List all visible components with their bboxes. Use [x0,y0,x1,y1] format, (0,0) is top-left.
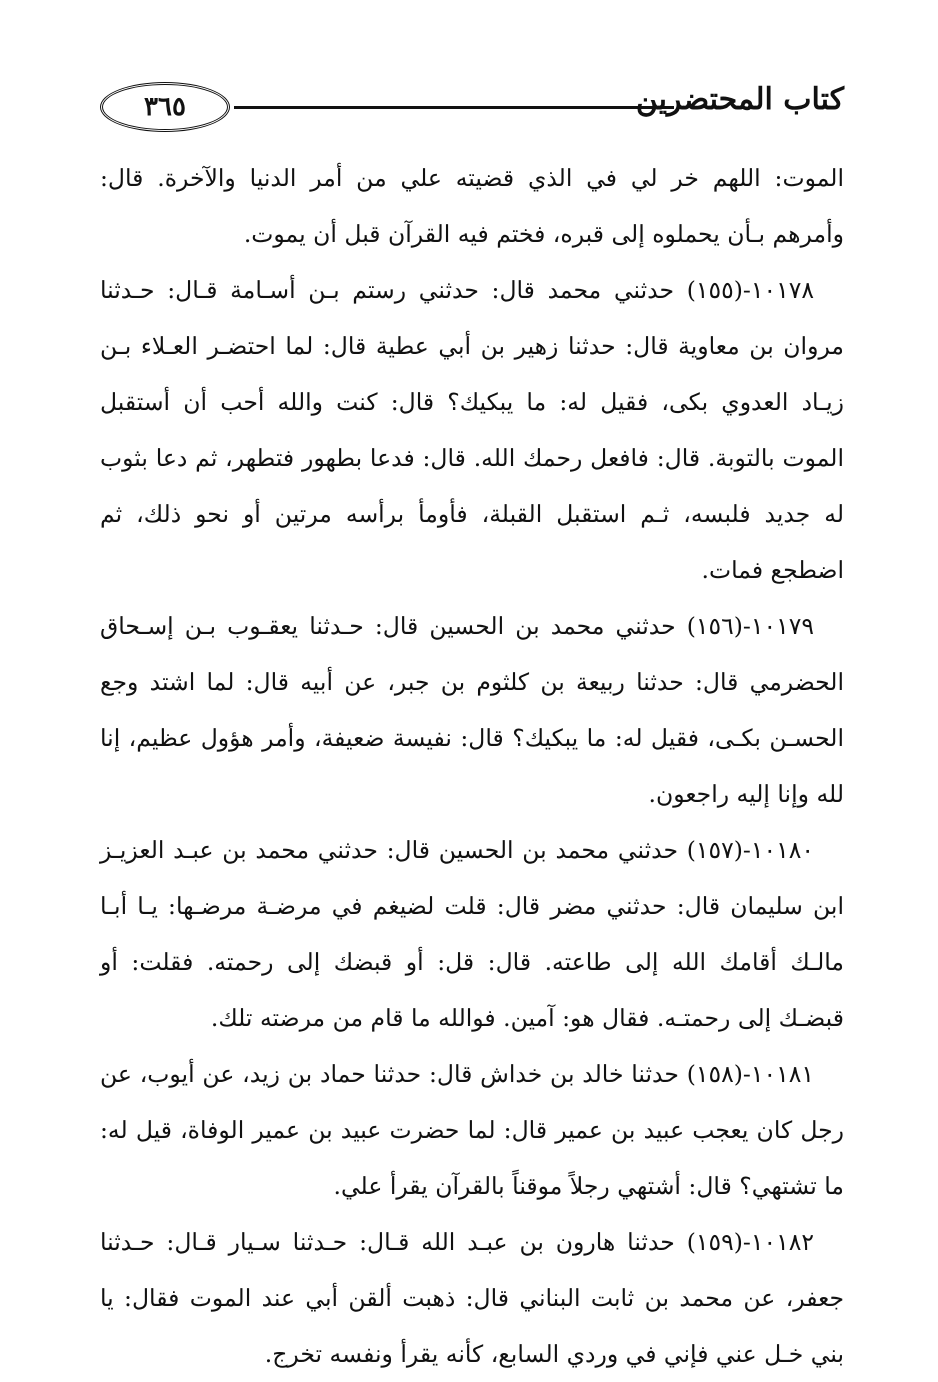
hadith-paragraph-10180: ١٠١٨٠-(١٥٧) حدثني محمد بن الحسين قال: حدثني محمد بن عبـد العزيـز ابن سليمان قال: حدثني مضر قال: قلت لضيغم في مرضـة مرضـها: يـا أبـا مالـك أقامك الله إلى طاعته. قال: قل: أو قبضك إلى رحمته. فقلت: أو قبضـك إلى رحمتـه. فقال هو: آمين. فوالله ما قام من مرضته تلك. [100,836,844,1032]
page-number: ٣٦٥ [144,92,186,122]
paragraph: الموت: اللهم خر لي في الذي قضيته علي من أمر الدنيا والآخرة. قال: وأمرهم بـأن يحملوه إلى قبره، فختم فيه القرآن قبل أن يموت. [100,164,844,248]
page-number-badge [100,82,230,132]
hadith-paragraph-10178: ١٠١٧٨-(١٥٥) حدثني محمد قال: حدثني رستم بـن أسـامة قـال: حـدثنا مروان بن معاوية قال: حدثنا زهير بن أبي عطية قال: لما احتضـر العـلاء بـن زيـاد العدوي بكى، فقيل له: ما يبكيك؟ قال: كنت والله أحب أن أستقبل الموت بالتوبة. قال: فافعل رحمك الله. قال: فدعا بطهور فتطهر، ثم دعا بثوب له جديد فلبسه، ثـم استقبل القبلة، فأومأ برأسه مرتين أو نحو ذلك، ثم اضطجع فمات. [100,276,844,584]
header-rule [234,106,674,109]
page-body [100,150,844,1382]
hadith-paragraph-10179: ١٠١٧٩-(١٥٦) حدثني محمد بن الحسين قال: حـدثنا يعقـوب بـن إسـحاق الحضرمي قال: حدثنا ربيعة بن كلثوم بن جبر، عن أبيه قال: لما اشتد وجع الحسـن بكـى، فقيل له: ما يبكيك؟ قال: نفيسة ضعيفة، وأمر هؤول عظيم، إنا لله وإنا إليه راجعون. [100,612,844,808]
book-title: كتاب المحتضرين [635,82,844,117]
page-header [100,78,844,140]
hadith-paragraph-10181: ١٠١٨١-(١٥٨) حدثنا خالد بن خداش قال: حدثنا حماد بن زيد، عن أيوب، عن رجل كان يعجب عبيد بن عمير قال: لما حضرت عبيد بن عمير الوفاة، قيل له: ما تشتهي؟ قال: أشتهي رجلاً موقناً بالقرآن يقرأ علي. [100,1060,844,1200]
hadith-paragraph-10182: ١٠١٨٢-(١٥٩) حدثنا هارون بن عبـد الله قـال: حـدثنا سـيار قـال: حـدثنا جعفر، عن محمد بن ثابت البناني قال: ذهبت ألقن أبي عند الموت فقال: يا بني خـل عني فإني في وردي السابع، كأنه يقرأ ونفسه تخرج. [100,1228,844,1368]
